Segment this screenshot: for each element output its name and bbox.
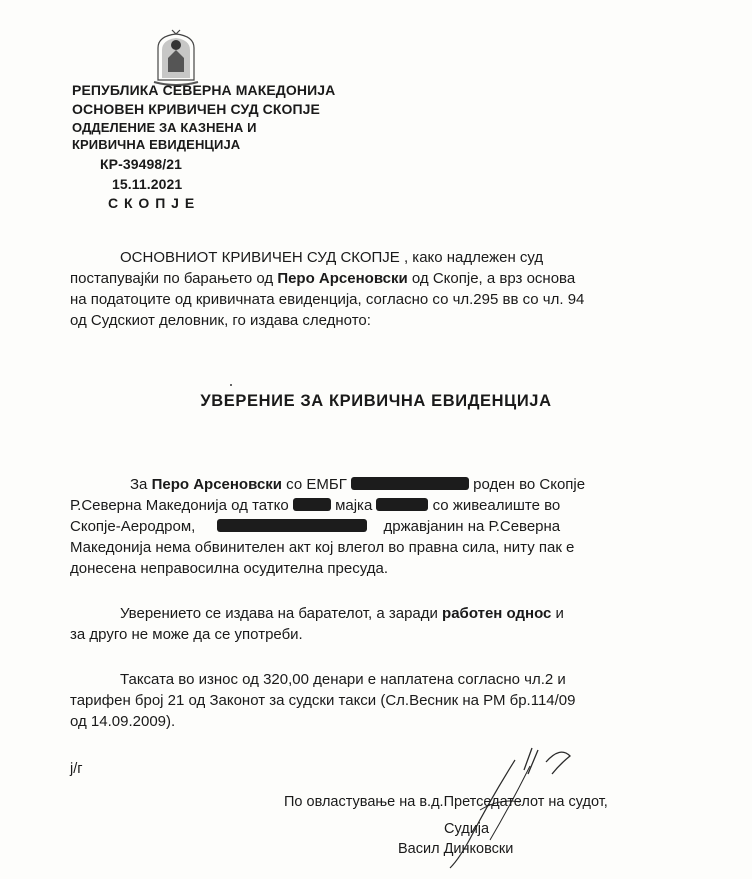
redacted-address bbox=[217, 519, 367, 532]
document-city: С К О П Ј Е bbox=[108, 195, 196, 211]
intro-paragraph bbox=[70, 247, 690, 331]
intro-line-2 bbox=[70, 268, 690, 289]
intro-line-1: ОСНОВНИОТ КРИВИЧЕН СУД СКОПЈЕ , како надлежен суд bbox=[120, 249, 544, 266]
cert-text: За bbox=[130, 476, 152, 493]
applicant-name: Перо Арсеновски bbox=[277, 270, 408, 287]
header-department-2: КРИВИЧНА ЕВИДЕНЦИЈА bbox=[72, 137, 241, 152]
intro-line-3: на податоците од кривичната евиденција, согласно со чл.295 вв со чл. 94 bbox=[70, 291, 585, 308]
intro-line-4: од Судскиот деловник, го издава следното: bbox=[70, 312, 371, 329]
signature-title: Судија bbox=[444, 821, 490, 837]
header-court: ОСНОВЕН КРИВИЧЕН СУД СКОПЈЕ bbox=[72, 101, 320, 117]
subject-name: Перо Арсеновски bbox=[151, 476, 283, 493]
purpose-paragraph bbox=[70, 603, 690, 645]
cert-text: Скопје-Аеродром, bbox=[70, 518, 196, 535]
cert-text: со живеалиште во bbox=[428, 497, 561, 514]
document-date: 15.11.2021 bbox=[112, 176, 183, 192]
fee-line-2: тарифен број 21 од Законот за судски такси (Сл.Весник на РМ бр.114/09 bbox=[70, 692, 576, 709]
certificate-paragraph bbox=[70, 474, 690, 579]
fee-line-3: од 14.09.2009). bbox=[70, 713, 176, 730]
cert-text: со ЕМБГ bbox=[282, 476, 351, 493]
purpose-reason: работен однос bbox=[442, 605, 552, 622]
purpose-text: и bbox=[551, 605, 564, 622]
purpose-line-2: за друго не може да се употреби. bbox=[70, 626, 303, 643]
clerk-initials: ј/г bbox=[70, 761, 83, 777]
header-department-1: ОДДЕЛЕНИЕ ЗА КАЗНЕНА И bbox=[72, 120, 257, 135]
coat-of-arms-emblem bbox=[148, 28, 204, 88]
cert-text: Р.Северна Македонија од татко bbox=[70, 497, 293, 514]
intro-text: постапувајќи по барањето од bbox=[70, 270, 278, 287]
cert-text: мајка bbox=[330, 497, 377, 514]
cert-line-2 bbox=[70, 495, 690, 516]
signature-authority: По овластување на в.д.Претседателот на судот, bbox=[284, 794, 608, 810]
signer-name: Васил Динковски bbox=[398, 841, 514, 857]
header-country: РЕПУБЛИКА СЕВЕРНА МАКЕДОНИЈА bbox=[72, 82, 336, 98]
redacted-father-name bbox=[293, 498, 331, 511]
purpose-line-1 bbox=[70, 603, 690, 624]
fee-line-1: Таксата во износ од 320,00 денари е наплатена согласно чл.2 и bbox=[120, 671, 566, 688]
cert-line-1 bbox=[70, 474, 690, 495]
cert-line-3 bbox=[70, 516, 690, 537]
redacted-mother-name bbox=[376, 498, 428, 511]
scan-speck bbox=[230, 384, 232, 386]
cert-line-5: донесена неправосилна осудителна пресуда. bbox=[70, 560, 388, 577]
case-number: КР-39498/21 bbox=[100, 156, 183, 172]
cert-text: државјанин на Р.Северна bbox=[379, 518, 561, 535]
cert-line-4: Македонија нема обвинителен акт кој влегол во правна сила, ниту пак е bbox=[70, 539, 575, 556]
redacted-embg bbox=[351, 477, 469, 490]
purpose-text: Уверението се издава на барателот, а заради bbox=[120, 605, 443, 622]
fee-paragraph bbox=[70, 669, 690, 732]
cert-text: роден во Скопје bbox=[469, 476, 586, 493]
intro-text: од Скопје, а врз основа bbox=[407, 270, 576, 287]
document-title: УВЕРЕНИЕ ЗА КРИВИЧНА ЕВИДЕНЦИЈА bbox=[200, 392, 552, 410]
